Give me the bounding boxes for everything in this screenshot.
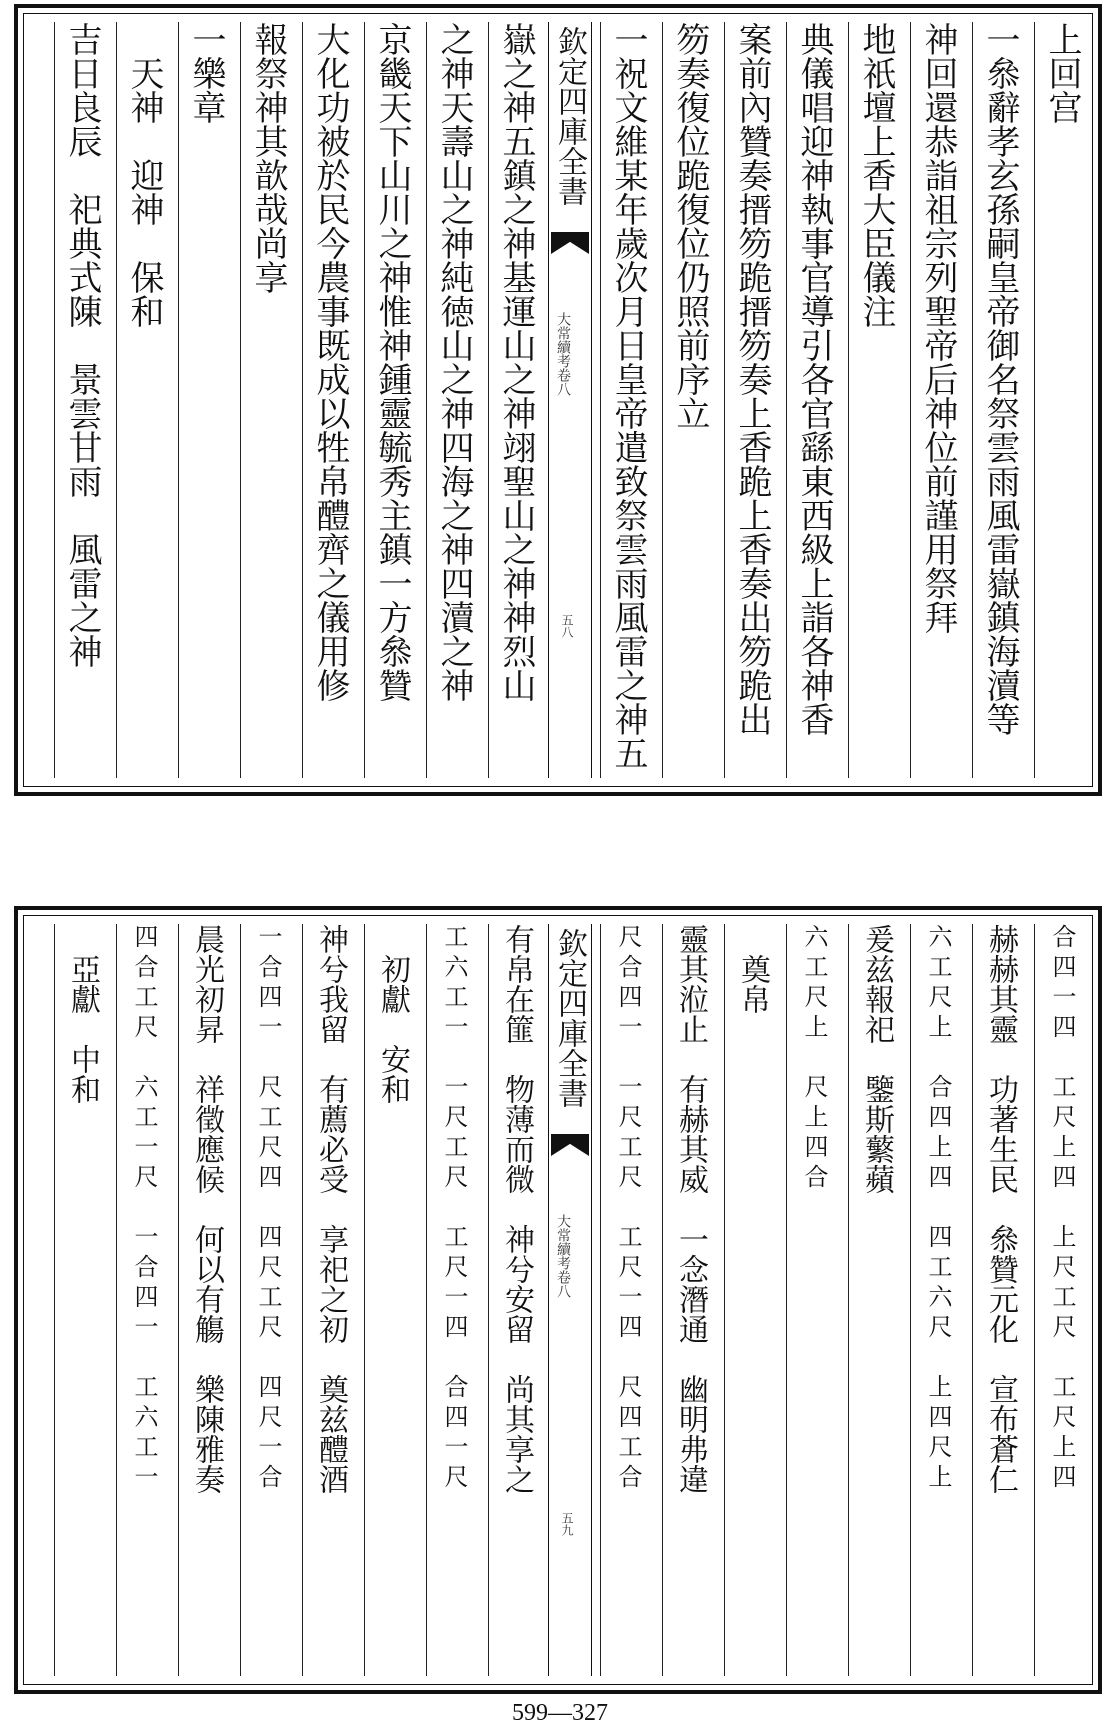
text-column: 天神 迎神 保和 <box>116 22 172 778</box>
heart-folio: 五八 <box>560 614 574 638</box>
notation-column: 一合四一 尺工尺四 四尺工尺 四尺一合 <box>240 924 296 1676</box>
text-column: 大化功被於民今農事既成以牲帛醴齊之儀用修 <box>302 22 358 778</box>
text-column: 上回宫 <box>1034 22 1090 778</box>
text-column: 吉日良辰 祀典式陳 景雲甘雨 風雷之神 <box>54 22 110 778</box>
fishtail-ornament <box>551 1134 589 1156</box>
notation-column: 工六工一 一尺工尺 工尺一四 合四一尺 <box>426 924 482 1676</box>
text-column: 一樂章 <box>178 22 234 778</box>
text-column: 報祭神其歆哉尚享 <box>240 22 296 778</box>
heart-subtitle: 大常續考卷八 <box>555 1214 571 1298</box>
top-page <box>14 4 1102 796</box>
lyric-column: 晨光初昇 祥徵應候 何以有觴 樂陳雅奏 <box>178 924 234 1676</box>
lyric-column: 爰兹報祀 鑒斯蘩蘋 <box>848 924 904 1676</box>
page-heart <box>548 924 592 1676</box>
text-column: 典儀唱迎神執事官導引各官繇東西級上詣各神香 <box>786 22 842 778</box>
text-column: 一祝文維某年歲次月日皇帝遣致祭雲雨風雷之神五 <box>600 22 656 778</box>
notation-column: 四合工尺 六工一尺 一合四一 工六工一 <box>116 924 172 1676</box>
text-column: 一叅辭孝玄孫嗣皇帝御名祭雲雨風雷嶽鎮海瀆等 <box>972 22 1028 778</box>
lyric-column: 靈其涖止 有赫其威 一念潛通 幽明弗違 <box>662 924 718 1676</box>
notation-column: 尺合四一 一尺工尺 工尺一四 尺四工合 <box>600 924 656 1676</box>
page-heart <box>548 22 592 778</box>
heart-title: 欽定四庫全書 <box>552 26 587 206</box>
text-column: 京畿天下山川之神惟神鍾靈毓秀主鎮一方叅贊 <box>364 22 420 778</box>
heart-folio: 五九 <box>560 1512 574 1536</box>
lyric-column: 赫赫其靈 功著生民 叅贊元化 宣布蒼仁 <box>972 924 1028 1676</box>
notation-column: 六工尺上 合四上四 四工六尺 上四尺上 <box>910 924 966 1676</box>
lyric-column: 神兮我留 有薦必受 享祀之初 奠兹醴酒 <box>302 924 358 1676</box>
heart-subtitle: 大常續考卷八 <box>555 312 571 396</box>
text-column: 案前內贊奏搢笏跪搢笏奏上香跪上香奏出笏跪出 <box>724 22 780 778</box>
text-column: 神回還恭詣祖宗列聖帝后神位前謹用祭拜 <box>910 22 966 778</box>
text-column: 嶽之神五鎮之神基運山之神翊聖山之神神烈山 <box>488 22 544 778</box>
notation-column: 六工尺上 尺上四合 <box>786 924 842 1676</box>
section-heading: 亞獻 中和 <box>54 924 110 1676</box>
section-heading: 奠帛 <box>724 924 780 1676</box>
text-column: 之神天壽山之神純徳山之神四海之神四瀆之神 <box>426 22 482 778</box>
lyric-column: 有帛在篚 物薄而微 神兮安留 尚其享之 <box>488 924 544 1676</box>
section-heading: 初獻 安和 <box>364 924 420 1676</box>
fishtail-ornament <box>551 232 589 254</box>
notation-column: 合四一四 工尺上四 上尺工尺 工尺上四 <box>1034 924 1090 1676</box>
page-number: 599—327 <box>512 1700 608 1726</box>
bottom-page <box>14 906 1102 1694</box>
text-column: 地祇壇上香大臣儀注 <box>848 22 904 778</box>
text-column: 笏奏復位跪復位仍照前序立 <box>662 22 718 778</box>
heart-title: 欽定四庫全書 <box>552 928 587 1108</box>
